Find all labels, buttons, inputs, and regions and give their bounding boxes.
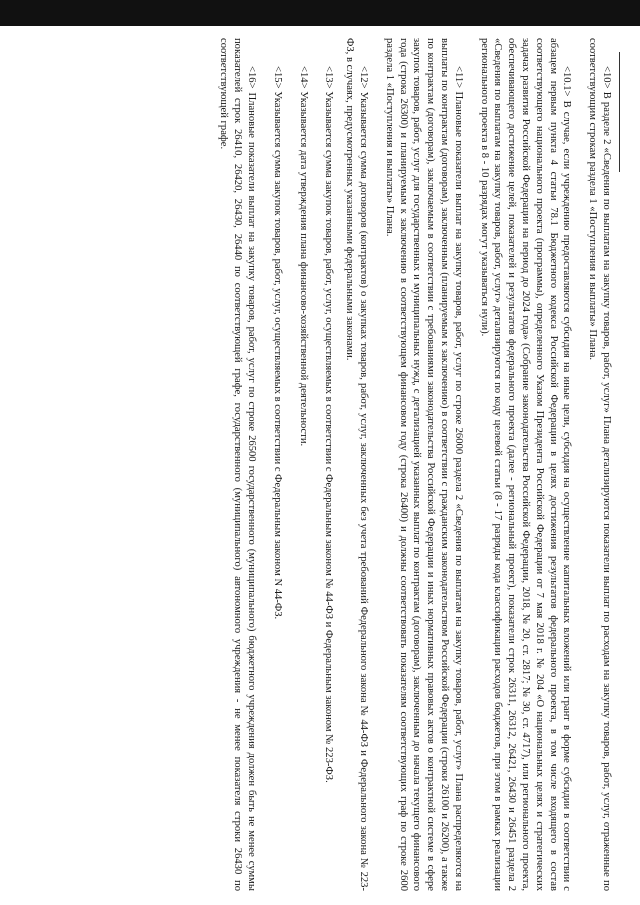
footnote-15: <15> Указывается сумма закупок товаров, работ, услуг, осуществляемых в соответствии с Федеральным законом N 44-ФЗ. — [271, 66, 283, 620]
footnote-10: <10> В разделе 2 «Сведения по выплатам на закупку товаров, работ, услуг» Плана детализируются показатели выплат по расходам на закупку товаров, работ, услуг, отраженные по соответствующим строкам раздела 1 «Поступления и выплаты» Плана. — [587, 38, 612, 891]
footnote-separator — [619, 52, 620, 172]
footnote-10-1: <10.1> В случае, если учреждению предоставляются субсидия на иные цели, субсидия на осуществление капитальных вложений или грант в форме субсидии в соответствии с абзацем первым пункта 4 статьи 78.1 Бюджетного кодекса Российской Федерации в целях достижения результатов федерального проекта, в том числе входящего в состав соответствующего национального проекта (программы), определенного Указом Президента Российской Федерации от 7 мая 2018 г. № 204 «О национальных целях и стратегических задачах развития Российской Федерации на период до 2024 года» (Собрание законодательства Российской Федерации, 2018, № 20, ст. 2817; № 30, ст. 4717), или регионального проекта, обеспечивающего достижение целей, показателей и результатов федерального проекта (далее - региональный проект), показатели строк 26311, 26312, 26421, 26430 и 26451 раздела 2 «Сведения по выплатам на закупку товаров, работ, услуг» детализируются по коду целевой статьи (8 - 17 разряды кода классификации расходов бюджетов, при этом в рамках реализации регионального проекта в 8 - 10 разрядах могут указываться нули). — [478, 38, 573, 891]
footnote-14: <14> Указывается дата утверждения плана финансово-хозяйственной деятельности. — [297, 66, 309, 447]
rotated-content — [20, 38, 620, 891]
footnote-16: <16> Плановые показатели выплат на закупку товаров, работ, услуг по строке 26500 государственного (муниципального) бюджетного учреждения должен быть не менее суммы показателей строк 26410, 26420, 26430, 26440 по соответствующей графе, государственного (муниципального) автономного учреждения - не менее показателя строки 26430 по соответствующей графе. — [218, 38, 258, 891]
document-page — [0, 26, 640, 905]
scan-top-border — [0, 0, 640, 26]
footnote-13: <13> Указывается сумма закупок товаров, работ, услуг, осуществляемых в соответствии с Федеральным законом № 44-ФЗ и Федеральным законом № 223-ФЗ. — [323, 66, 335, 783]
footnote-12: <12> Указывается сумма договоров (контрактов) о закупках товаров, работ, услуг, заключенных без учета требований Федерального закона № 44-ФЗ и Федерального закона № 223-ФЗ, в случаях, предусмотренных указанными федеральными законами. — [344, 38, 370, 891]
footnote-11: <11> Плановые показатели выплат на закупку товаров, работ, услуг по строке 26000 раздела 2 «Сведения по выплатам на закупку товаров, работ, услуг» Плана распределяются на выплаты по контрактам (договорам), заключенным (планируемым к заключению) в соответствии с гражданским законодательством Российской Федерации (строки 26100 и 26200), а также по контрактам (договорам), заключаемым в соответствии с требованиями законодательства Российской Федерации и иных нормативных правовых актов о контрактной системе в сфере закупок товаров, работ, услуг для государственных и муниципальных нужд, с детализацией указанных выплат по контрактам (договорам), заключенным до начала текущего финансового года (строка 26300) и планируемым к заключению в соответствующем финансовом году (строка 26400) и должны соответствовать показателям соответствующих граф по строке 2600 раздела 1 «Поступления и выплаты» Плана. — [383, 38, 464, 891]
